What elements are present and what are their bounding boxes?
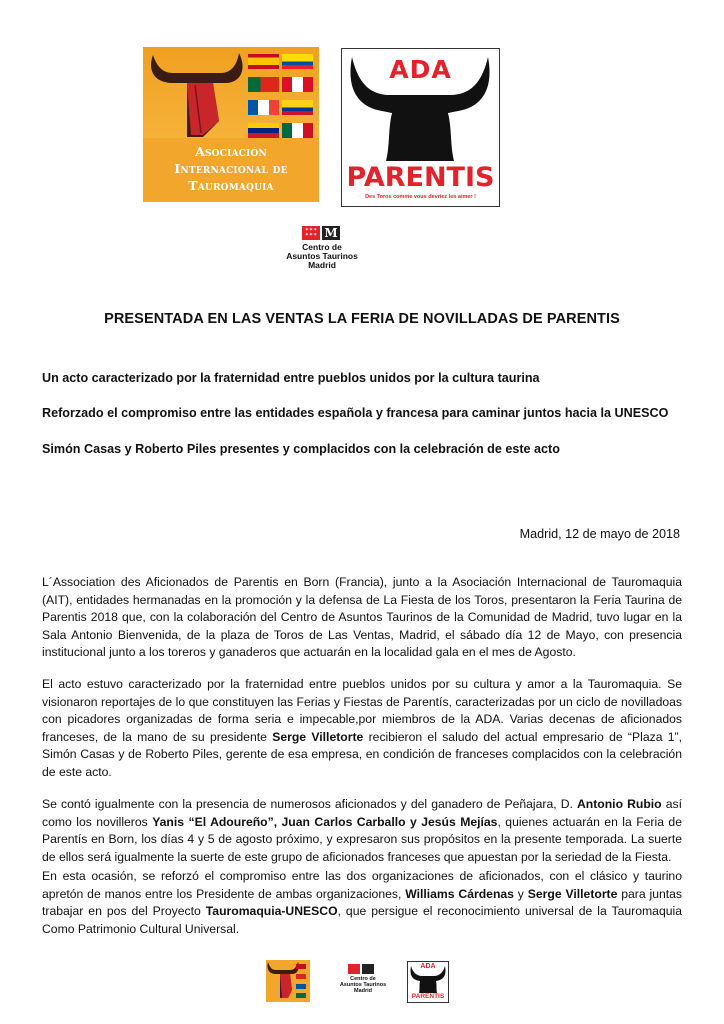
project-name: Tauromaquia-UNESCO [205, 904, 338, 918]
name-antonio-rubio: Antonio Rubio [576, 797, 662, 811]
paragraph-2-text: recibieron el saludo del actual empresario de “Plaza 1”, Simón Casas y de Roberto Piles, gerente de esa empresa, en condición de franceses complacidos con la celebración de este acto. [42, 729, 682, 779]
paragraph-3 [42, 796, 682, 866]
paragraph-2 [42, 676, 682, 781]
name-serge-villetorte: Serge Villetorte [527, 886, 618, 901]
centro-logo-line1: Centro de [302, 242, 342, 252]
ada-logo-top-text: ADA [389, 55, 452, 84]
footer-ada-bottom-text: PARENTIS [411, 993, 445, 1000]
flag-portugal-icon [248, 77, 279, 92]
ait-logo-line1: Asociación [195, 144, 267, 159]
ait-logo-text [143, 143, 319, 194]
footer-centro-logo-text [330, 976, 396, 994]
footer-centro-line2: Asuntos Taurinos [339, 982, 387, 988]
flag-peru-icon [282, 77, 313, 92]
centro-asuntos-taurinos-logo [274, 222, 370, 282]
ait-logo-line2: Internacional de [174, 161, 288, 176]
centro-logo-text [274, 243, 370, 270]
footer-ada-logo [407, 961, 449, 1003]
ait-logo-line3: Tauromaquia [188, 178, 274, 193]
flag-spain-icon [248, 54, 279, 69]
names-novilleros: Yanis “El Adoureño”, Juan Carlos Carballo y Jesús Mejías [152, 814, 498, 829]
subtitle-1: Un acto caracterizado por la fraternidad entre pueblos unidos por la cultura taurina [42, 371, 540, 385]
bull-cape-icon [147, 49, 247, 141]
flag-mexico-icon [282, 123, 313, 138]
paragraph-4-text: para juntas trabajar en pos del Proyecto [42, 886, 683, 918]
ada-logo-tagline: Des Toros comme vous devriez les aimer ! [365, 194, 476, 200]
footer-ventas-arch-icon [362, 964, 374, 974]
name-serge-villetorte: Serge Villetorte [272, 729, 364, 744]
ada-logo-bottom-text: PARENTIS [346, 162, 495, 193]
dateline: Madrid, 12 de mayo de 2018 [519, 527, 680, 541]
centro-logo-line3: Madrid [308, 260, 336, 270]
footer-ada-top-text: ADA [420, 963, 436, 970]
flag-france-icon [248, 100, 279, 115]
paragraph-4 [42, 868, 682, 938]
paragraph-4-text: En esta ocasión, se reforzó el compromiso entre las dos organizaciones de aficionados, con el clásico y taurino apretón de manos entre los Presidente de ambas organizaciones, [42, 869, 682, 901]
centro-logo-line2: Asuntos Taurinos [286, 251, 358, 261]
footer-centro-line3: Madrid [353, 988, 373, 994]
footer-centro-line1: Centro de [350, 976, 376, 982]
name-williams-cardenas: Williams Cárdenas [405, 886, 514, 901]
ait-logo [143, 47, 319, 202]
page-title: PRESENTADA EN LAS VENTAS LA FERIA DE NOVILLADAS DE PARENTIS [104, 311, 620, 327]
flag-venezuela-icon [248, 123, 279, 138]
subtitle-3: Simón Casas y Roberto Piles presentes y complacidos con la celebración de este acto [42, 442, 560, 456]
footer-ait-logo [266, 960, 310, 1002]
paragraph-1: L´Association des Aficionados de Parentis en Born (Francia), junto a la Asociación Internacional de Tauromaquia (AIT), entidades hermanadas en la promoción y la defensa de La Fiesta de los Toros, presentaron la Feria Taurina de Parentis 2018 que, con la colaboración del Centro de Asuntos Taurinos de la Comunidad de Madrid, tuvo lugar en la Sala Antonio Bienvenida, de la plaza de Toros de Las Ventas, Madrid, el sábado día 12 de Mayo, con presencia institucional junto a los toreros y ganaderos que actuarán en la localidad gala en el mes de Agosto. [42, 575, 682, 659]
paragraph-3-text: Se contó igualmente con la presencia de numerosos aficionados y del ganadero de Peñajara, D. [42, 797, 577, 811]
footer-bull-cape-icon [266, 960, 310, 1002]
subtitle-2: Reforzado el compromiso entre las entidades española y francesa para caminar juntos hacia la UNESCO [42, 406, 669, 420]
paragraph-4-text: , que persigue el reconocimiento universal de la Tauromaquia Como Patrimonio Cultural Universal. [42, 904, 682, 936]
footer-centro-logo [330, 962, 396, 1002]
flag-ecuador-icon [282, 54, 313, 69]
footer-madrid-stars-icon [348, 964, 360, 974]
madrid-stars-icon: ✶✶✶ ✶✶✶ [302, 226, 320, 240]
flag-colombia-icon [282, 100, 313, 115]
paragraph-3-text: así como los novilleros [42, 797, 682, 829]
ada-parentis-logo [341, 48, 500, 207]
paragraph-2-text: El acto estuvo caracterizado por la fraternidad entre pueblos unidos por su cultura y amor a la Tauromaquia. Se visionaron reportajes de lo que constituyen las Ferias y Fiestas de Parentís, caracterizadas por un ciclo de novilladoas con picadores organizadas de forma seria e impecable,por miembros de la ADA. Varias decenas de aficionados franceses, de la mano de su presidente [42, 677, 682, 744]
paragraph-4-text: y [513, 886, 528, 901]
paragraph-3-text: , quienes actuarán en la Feria de Parentís en Born, los días 4 y 5 de agosto próximo, y expresaron sus propósitos en la presente temporada. La suerte de ellos será igualmente la suerte de este grupo de aficionados franceses que apuestan por la seriedad de la Fiesta. [42, 814, 682, 864]
ventas-arch-icon: M [322, 226, 340, 240]
